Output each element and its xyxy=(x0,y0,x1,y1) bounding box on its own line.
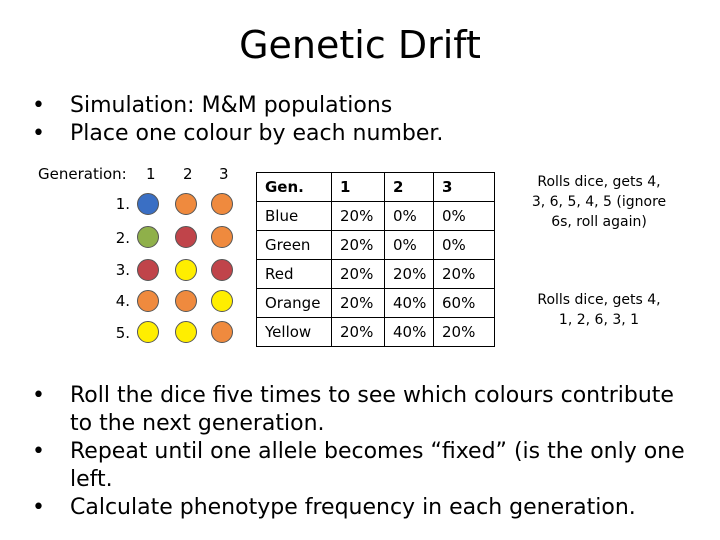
mm-candy-orange xyxy=(211,226,233,248)
table-cell: 20% xyxy=(332,231,385,260)
bullet-item xyxy=(32,438,700,494)
table-cell: 60% xyxy=(434,289,495,318)
bullet-item xyxy=(32,120,712,148)
generation-number: 1 xyxy=(146,165,156,183)
table-row xyxy=(257,202,495,231)
bullet-dot-icon: • xyxy=(32,93,45,118)
mm-candy-yellow xyxy=(211,290,233,312)
table-cell: Blue xyxy=(257,202,332,231)
table-cell: 20% xyxy=(332,318,385,347)
row-label: 3. xyxy=(115,261,130,279)
table-cell: Green xyxy=(257,231,332,260)
table-row xyxy=(257,231,495,260)
table-cell: 20% xyxy=(434,318,495,347)
mm-candy-orange xyxy=(175,193,197,215)
dice-note: Rolls dice, gets 4, 1, 2, 6, 3, 1 xyxy=(537,292,661,328)
bullet-dot-icon: • xyxy=(32,121,45,146)
mm-candy-green xyxy=(137,226,159,248)
mm-candy-yellow xyxy=(175,259,197,281)
generation-label: Generation: xyxy=(38,165,127,183)
table-cell: 40% xyxy=(385,318,434,347)
mm-candy-red xyxy=(175,226,197,248)
frequency-table xyxy=(256,172,495,347)
mm-candy-orange xyxy=(137,290,159,312)
table-cell: 0% xyxy=(385,202,434,231)
table-cell: 0% xyxy=(434,231,495,260)
table-cell: 20% xyxy=(332,260,385,289)
row-label: 4. xyxy=(115,292,130,310)
mm-candy-red xyxy=(137,259,159,281)
table-cell: 0% xyxy=(385,231,434,260)
bullet-text: Roll the dice five times to see which colours contribute to the next generation. xyxy=(70,383,674,436)
generation-number: 2 xyxy=(183,165,193,183)
mm-candy-orange xyxy=(211,321,233,343)
table-row xyxy=(257,289,495,318)
table-cell: 20% xyxy=(385,260,434,289)
bullet-item xyxy=(32,92,712,120)
row-label: 5. xyxy=(115,324,130,342)
table-header-cell: 2 xyxy=(385,173,434,202)
intro-bullet-list xyxy=(32,92,712,148)
bullet-dot-icon: • xyxy=(32,495,45,520)
mm-candy-orange xyxy=(211,193,233,215)
table-cell: Orange xyxy=(257,289,332,318)
bullet-text: Simulation: M&M populations xyxy=(70,93,393,118)
bullet-text: Repeat until one allele becomes “fixed” (is the only one left. xyxy=(70,439,685,492)
table-cell: 40% xyxy=(385,289,434,318)
page-title: Genetic Drift xyxy=(239,23,481,67)
table-row xyxy=(257,260,495,289)
table-cell: Red xyxy=(257,260,332,289)
bullet-text: Place one colour by each number. xyxy=(70,121,444,146)
mm-candy-yellow xyxy=(137,321,159,343)
mm-candy-red xyxy=(211,259,233,281)
bullet-item xyxy=(32,494,700,522)
instructions-bullet-list xyxy=(32,382,700,522)
bullet-item xyxy=(32,382,700,438)
table-cell: Yellow xyxy=(257,318,332,347)
mm-candy-blue xyxy=(137,193,159,215)
table-cell: 20% xyxy=(434,260,495,289)
mm-candy-orange xyxy=(175,290,197,312)
dice-note: Rolls dice, gets 4, 3, 6, 5, 4, 5 (ignore 6s, roll again) xyxy=(531,174,667,230)
table-header-cell: 1 xyxy=(332,173,385,202)
table-cell: 0% xyxy=(434,202,495,231)
table-cell: 20% xyxy=(332,202,385,231)
row-label: 1. xyxy=(115,195,130,213)
bullet-dot-icon: • xyxy=(32,439,45,464)
table-header-cell: Gen. xyxy=(257,173,332,202)
bullet-text: Calculate phenotype frequency in each generation. xyxy=(70,495,636,520)
table-cell: 20% xyxy=(332,289,385,318)
generation-number: 3 xyxy=(219,165,229,183)
row-label: 2. xyxy=(115,229,130,247)
table-header-cell: 3 xyxy=(434,173,495,202)
bullet-dot-icon: • xyxy=(32,383,45,408)
table-header-row xyxy=(257,173,495,202)
mm-candy-yellow xyxy=(175,321,197,343)
table-row xyxy=(257,318,495,347)
